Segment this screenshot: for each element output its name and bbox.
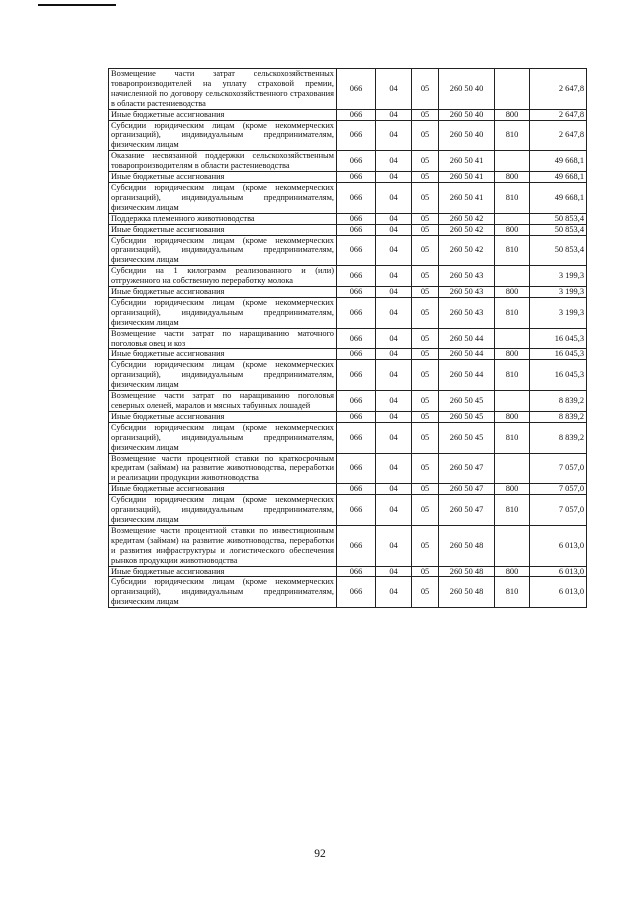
cell-target-article: 260 50 47 — [439, 484, 495, 495]
cell-section-code: 04 — [376, 287, 412, 298]
cell-description: Возмещение части затрат по наращиванию маточного поголовья овец и коз — [109, 328, 337, 349]
cell-subsection-code: 05 — [412, 411, 439, 422]
table-row — [109, 109, 587, 120]
cell-ministry-code: 066 — [337, 525, 376, 566]
budget-table-body — [109, 69, 587, 608]
cell-target-article: 260 50 44 — [439, 349, 495, 360]
cell-target-article: 260 50 40 — [439, 109, 495, 120]
cell-amount: 7 057,0 — [530, 495, 587, 526]
cell-description: Возмещение части процентной ставки по краткосрочным кредитам (займам) на развитие животноводства, переработки и реализации продукции животноводства — [109, 453, 337, 484]
cell-expense-type — [495, 266, 530, 287]
cell-expense-type: 810 — [495, 235, 530, 266]
cell-description: Иные бюджетные ассигнования — [109, 109, 337, 120]
cell-subsection-code: 05 — [412, 235, 439, 266]
cell-amount: 49 668,1 — [530, 182, 587, 213]
table-row — [109, 411, 587, 422]
cell-section-code: 04 — [376, 484, 412, 495]
cell-expense-type — [495, 151, 530, 172]
cell-amount: 7 057,0 — [530, 484, 587, 495]
cell-description: Субсидии на 1 килограмм реализованного и (или) отгруженного на собственную переработку молока — [109, 266, 337, 287]
cell-expense-type — [495, 525, 530, 566]
cell-section-code: 04 — [376, 297, 412, 328]
cell-amount: 16 045,3 — [530, 328, 587, 349]
cell-description: Субсидии юридическим лицам (кроме некоммерческих организаций), индивидуальным предпринимателям, физическим лицам — [109, 297, 337, 328]
cell-ministry-code: 066 — [337, 287, 376, 298]
table-row — [109, 422, 587, 453]
cell-description: Иные бюджетные ассигнования — [109, 172, 337, 183]
cell-ministry-code: 066 — [337, 484, 376, 495]
cell-expense-type — [495, 453, 530, 484]
cell-ministry-code: 066 — [337, 109, 376, 120]
table-row — [109, 484, 587, 495]
cell-ministry-code: 066 — [337, 266, 376, 287]
cell-ministry-code: 066 — [337, 566, 376, 577]
table-row — [109, 453, 587, 484]
cell-subsection-code: 05 — [412, 484, 439, 495]
cell-subsection-code: 05 — [412, 109, 439, 120]
table-row — [109, 69, 587, 110]
cell-section-code: 04 — [376, 213, 412, 224]
cell-section-code: 04 — [376, 453, 412, 484]
cell-ministry-code: 066 — [337, 360, 376, 391]
cell-ministry-code: 066 — [337, 453, 376, 484]
cell-section-code: 04 — [376, 349, 412, 360]
cell-target-article: 260 50 42 — [439, 213, 495, 224]
cell-ministry-code: 066 — [337, 297, 376, 328]
cell-expense-type: 800 — [495, 172, 530, 183]
cell-target-article: 260 50 43 — [439, 287, 495, 298]
cell-section-code: 04 — [376, 182, 412, 213]
cell-description: Иные бюджетные ассигнования — [109, 411, 337, 422]
cell-amount: 6 013,0 — [530, 577, 587, 608]
table-row — [109, 182, 587, 213]
cell-amount: 50 853,4 — [530, 224, 587, 235]
cell-target-article: 260 50 42 — [439, 224, 495, 235]
table-row — [109, 391, 587, 412]
cell-target-article: 260 50 47 — [439, 453, 495, 484]
cell-amount: 49 668,1 — [530, 172, 587, 183]
cell-ministry-code: 066 — [337, 213, 376, 224]
cell-description: Субсидии юридическим лицам (кроме некоммерческих организаций), индивидуальным предпринимателям, физическим лицам — [109, 360, 337, 391]
table-row — [109, 151, 587, 172]
cell-description: Возмещение части затрат по наращиванию поголовья северных оленей, маралов и мясных табунных лошадей — [109, 391, 337, 412]
cell-expense-type: 810 — [495, 495, 530, 526]
cell-target-article: 260 50 45 — [439, 411, 495, 422]
cell-amount: 49 668,1 — [530, 151, 587, 172]
cell-section-code: 04 — [376, 422, 412, 453]
cell-amount: 3 199,3 — [530, 266, 587, 287]
table-row — [109, 566, 587, 577]
cell-expense-type: 810 — [495, 422, 530, 453]
cell-expense-type: 800 — [495, 349, 530, 360]
cell-ministry-code: 066 — [337, 328, 376, 349]
cell-description: Иные бюджетные ассигнования — [109, 224, 337, 235]
cell-target-article: 260 50 45 — [439, 422, 495, 453]
cell-expense-type: 800 — [495, 287, 530, 298]
cell-target-article: 260 50 40 — [439, 69, 495, 110]
cell-description: Возмещение части процентной ставки по инвестиционным кредитам (займам) на развитие животноводства, переработки и развития инфраструктуры и логистического обеспечения рынков продукции животноводства — [109, 525, 337, 566]
cell-subsection-code: 05 — [412, 69, 439, 110]
cell-amount: 3 199,3 — [530, 297, 587, 328]
cell-amount: 2 647,8 — [530, 69, 587, 110]
table-row — [109, 287, 587, 298]
cell-section-code: 04 — [376, 566, 412, 577]
cell-subsection-code: 05 — [412, 182, 439, 213]
cell-target-article: 260 50 43 — [439, 266, 495, 287]
cell-section-code: 04 — [376, 151, 412, 172]
cell-ministry-code: 066 — [337, 411, 376, 422]
cell-expense-type: 810 — [495, 577, 530, 608]
cell-expense-type — [495, 213, 530, 224]
cell-expense-type — [495, 328, 530, 349]
cell-ministry-code: 066 — [337, 577, 376, 608]
table-row — [109, 266, 587, 287]
table-row — [109, 525, 587, 566]
cell-section-code: 04 — [376, 266, 412, 287]
cell-expense-type: 800 — [495, 484, 530, 495]
cell-target-article: 260 50 41 — [439, 172, 495, 183]
page-number: 92 — [314, 848, 326, 860]
cell-subsection-code: 05 — [412, 577, 439, 608]
cell-ministry-code: 066 — [337, 151, 376, 172]
cell-subsection-code: 05 — [412, 172, 439, 183]
cell-description: Субсидии юридическим лицам (кроме некоммерческих организаций), индивидуальным предпринимателям, физическим лицам — [109, 422, 337, 453]
cell-ministry-code: 066 — [337, 182, 376, 213]
cell-subsection-code: 05 — [412, 120, 439, 151]
cell-expense-type: 810 — [495, 360, 530, 391]
cell-ministry-code: 066 — [337, 349, 376, 360]
table-row — [109, 213, 587, 224]
cell-ministry-code: 066 — [337, 120, 376, 151]
cell-target-article: 260 50 48 — [439, 566, 495, 577]
cell-section-code: 04 — [376, 235, 412, 266]
cell-subsection-code: 05 — [412, 525, 439, 566]
cell-subsection-code: 05 — [412, 349, 439, 360]
cell-subsection-code: 05 — [412, 287, 439, 298]
cell-amount: 8 839,2 — [530, 411, 587, 422]
cell-amount: 16 045,3 — [530, 360, 587, 391]
cell-expense-type: 800 — [495, 411, 530, 422]
table-row — [109, 577, 587, 608]
table-row — [109, 224, 587, 235]
cell-section-code: 04 — [376, 109, 412, 120]
cell-subsection-code: 05 — [412, 566, 439, 577]
cell-expense-type — [495, 69, 530, 110]
cell-subsection-code: 05 — [412, 495, 439, 526]
table-row — [109, 172, 587, 183]
cell-amount: 16 045,3 — [530, 349, 587, 360]
cell-section-code: 04 — [376, 577, 412, 608]
cell-description: Поддержка племенного животноводства — [109, 213, 337, 224]
cell-subsection-code: 05 — [412, 266, 439, 287]
cell-target-article: 260 50 48 — [439, 525, 495, 566]
table-row — [109, 360, 587, 391]
cell-subsection-code: 05 — [412, 297, 439, 328]
cell-description: Субсидии юридическим лицам (кроме некоммерческих организаций), индивидуальным предпринимателям, физическим лицам — [109, 495, 337, 526]
cell-description: Иные бюджетные ассигнования — [109, 484, 337, 495]
cell-ministry-code: 066 — [337, 391, 376, 412]
cell-description: Иные бюджетные ассигнования — [109, 287, 337, 298]
cell-target-article: 260 50 45 — [439, 391, 495, 412]
cell-expense-type: 810 — [495, 297, 530, 328]
cell-subsection-code: 05 — [412, 453, 439, 484]
cell-target-article: 260 50 40 — [439, 120, 495, 151]
table-row — [109, 495, 587, 526]
cell-subsection-code: 05 — [412, 422, 439, 453]
cell-section-code: 04 — [376, 120, 412, 151]
cell-expense-type: 800 — [495, 566, 530, 577]
cell-section-code: 04 — [376, 360, 412, 391]
cell-section-code: 04 — [376, 328, 412, 349]
cell-expense-type: 810 — [495, 120, 530, 151]
cell-description: Субсидии юридическим лицам (кроме некоммерческих организаций), индивидуальным предпринимателям, физическим лицам — [109, 182, 337, 213]
cell-section-code: 04 — [376, 224, 412, 235]
cell-amount: 8 839,2 — [530, 391, 587, 412]
cell-ministry-code: 066 — [337, 69, 376, 110]
cell-target-article: 260 50 43 — [439, 297, 495, 328]
cell-amount: 6 013,0 — [530, 525, 587, 566]
cell-target-article: 260 50 44 — [439, 360, 495, 391]
table-row — [109, 297, 587, 328]
cell-target-article: 260 50 42 — [439, 235, 495, 266]
cell-ministry-code: 066 — [337, 235, 376, 266]
cell-ministry-code: 066 — [337, 172, 376, 183]
cell-subsection-code: 05 — [412, 151, 439, 172]
cell-expense-type — [495, 391, 530, 412]
cell-description: Субсидии юридическим лицам (кроме некоммерческих организаций), индивидуальным предпринимателям, физическим лицам — [109, 577, 337, 608]
cell-subsection-code: 05 — [412, 391, 439, 412]
cell-ministry-code: 066 — [337, 495, 376, 526]
cell-description: Оказание несвязанной поддержки сельскохозяйственным товаропроизводителям в области растениеводства — [109, 151, 337, 172]
cell-description: Иные бюджетные ассигнования — [109, 566, 337, 577]
cell-amount: 8 839,2 — [530, 422, 587, 453]
cell-amount: 50 853,4 — [530, 213, 587, 224]
cell-subsection-code: 05 — [412, 224, 439, 235]
cell-target-article: 260 50 48 — [439, 577, 495, 608]
table-row — [109, 349, 587, 360]
cell-description: Иные бюджетные ассигнования — [109, 349, 337, 360]
cell-subsection-code: 05 — [412, 213, 439, 224]
cell-expense-type: 800 — [495, 224, 530, 235]
table-row — [109, 235, 587, 266]
cell-ministry-code: 066 — [337, 224, 376, 235]
cell-expense-type: 800 — [495, 109, 530, 120]
cell-amount: 7 057,0 — [530, 453, 587, 484]
cell-amount: 2 647,8 — [530, 120, 587, 151]
cell-target-article: 260 50 44 — [439, 328, 495, 349]
cell-subsection-code: 05 — [412, 360, 439, 391]
cell-section-code: 04 — [376, 391, 412, 412]
cell-subsection-code: 05 — [412, 328, 439, 349]
cell-target-article: 260 50 41 — [439, 182, 495, 213]
table-row — [109, 120, 587, 151]
cell-expense-type: 810 — [495, 182, 530, 213]
cell-section-code: 04 — [376, 525, 412, 566]
cell-section-code: 04 — [376, 172, 412, 183]
cell-description: Субсидии юридическим лицам (кроме некоммерческих организаций), индивидуальным предпринимателям, физическим лицам — [109, 235, 337, 266]
scan-corner-mark — [38, 4, 116, 6]
cell-section-code: 04 — [376, 411, 412, 422]
cell-amount: 3 199,3 — [530, 287, 587, 298]
cell-amount: 2 647,8 — [530, 109, 587, 120]
cell-amount: 6 013,0 — [530, 566, 587, 577]
cell-amount: 50 853,4 — [530, 235, 587, 266]
cell-target-article: 260 50 47 — [439, 495, 495, 526]
cell-description: Возмещение части затрат сельскохозяйственных товаропроизводителей на уплату страховой премии, начисленной по договору сельскохозяйственного страхования в области растениеводства — [109, 69, 337, 110]
cell-ministry-code: 066 — [337, 422, 376, 453]
cell-description: Субсидии юридическим лицам (кроме некоммерческих организаций), индивидуальным предпринимателям, физическим лицам — [109, 120, 337, 151]
cell-section-code: 04 — [376, 69, 412, 110]
table-row — [109, 328, 587, 349]
budget-table — [108, 68, 587, 608]
cell-target-article: 260 50 41 — [439, 151, 495, 172]
cell-section-code: 04 — [376, 495, 412, 526]
